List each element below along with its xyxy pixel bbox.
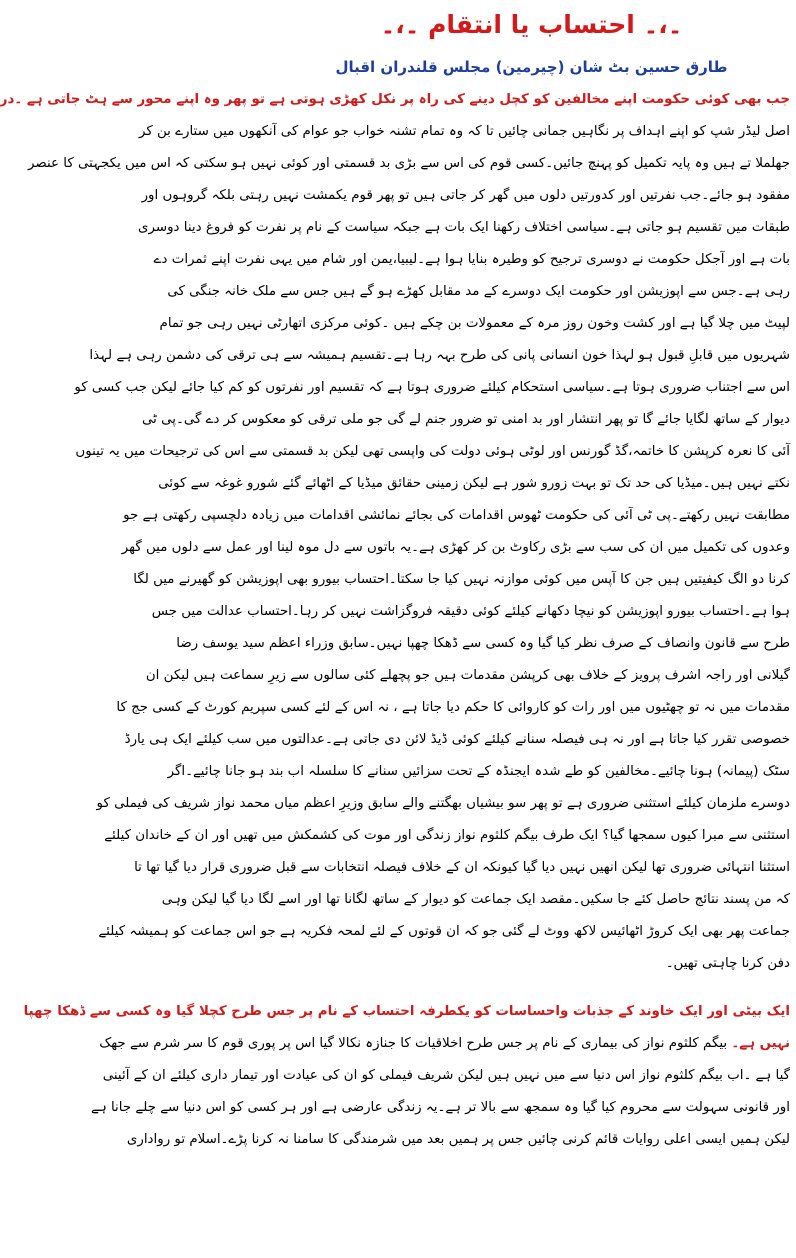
text-line: دوسرے ملزمان کیلئے استثنی ضروری ہے تو پھر سو بیشیاں بھگتنے والے سابق وزیرِ اعظم میاں محمد نواز شریف کی فیملی کو xyxy=(96,796,790,811)
text-line: رہی ہے۔جس سے اپوزیشن اور حکومت ایک دوسرے کے مد مقابل کھڑے ہو گے ہیں جس سے ملک خانہ جنگی کی xyxy=(167,284,790,299)
paragraph-2-lead-red-text: نہیں ہے۔ xyxy=(731,1036,790,1051)
text-line: وعدوں کی تکمیل میں ان کی سب سے بڑی رکاوٹ بن کر کھڑی ہے۔یہ باتوں سے دل موہ لینا اور عمل سے دلوں میں گھر xyxy=(121,540,790,555)
text-line: گیا ہے ۔اب بیگم کلثوم نواز اس دنیا سے میں نہیں ہیں لیکن شریف فیملی کو ان کی عیادت اور تیمار داری کیلئے ان کے آئینی xyxy=(102,1068,790,1083)
paragraph-1 xyxy=(0,84,790,948)
text-line: کرنا دو الگ کیفیتیں ہیں جن کا آپس میں کوئی موازنہ نہیں کیا جا سکتا۔احتساب بیورو بھی اپوزیشن کو گھیرنے میں لگا xyxy=(133,572,790,587)
text-line: استثنا انتہائی ضروری تھا لیکن انھیں نہیں دیا گیا کیونکہ ان کے خلاف فیصلہ انتخابات سے قبل ضروری قرار دیا گیا تھا تا xyxy=(134,860,790,875)
paragraph-2 xyxy=(23,996,790,1156)
text-line: طبقات میں تقسیم ہو جاتی ہے۔سیاسی اختلاف رکھنا ایک بات ہے جبکہ سیاست کے نام پر نفرت کو فروغ دینا دوسری xyxy=(137,220,790,235)
text-line: مطابقت نہیں رکھتے۔پی ٹی آئی کی حکومت ٹھوس اقدامات کی بجائے نمائشی اقدامات میں زیادہ دلچسپی رکھتی ہے جو xyxy=(123,508,790,523)
paragraph-2-lead-rest-text: بیگم کلثوم نواز کی بیماری کے نام پر جس طرح اخلاقیات کا جنازہ نکالا گیا اس پر پوری قوم کا سر شرم سے جھک xyxy=(99,1036,728,1051)
text-line: بات ہے اور آجکل حکومت نے دوسری ترجیح کو وطیرہ بنایا ہوا ہے۔لیبیا،یمن اور شام میں یہی نفرت اپنے ثمرات دے xyxy=(153,252,790,267)
text-line: دیوار کے ساتھ لگایا جائے گا تو پھر انتشار اور بد امنی تو ضرور جنم لے گی جو ملی ترقی کو معکوس کر دے گی۔پی ٹی xyxy=(141,412,790,427)
text-line: شہریوں میں قابلِ قبول ہو لہذا خون انسانی پانی کی طرح بہہ رہا ہے۔تقسیم ہمیشہ سے ہی ترقی کی دشمن رہی ہے لہذا xyxy=(89,348,790,363)
text-line: آئی کا نعرہ کرپشن کا خاتمہ،گڈ گورنس اور لوٹی ہوئی دولت کی واپسی تھی لیکن بد قسمتی سے اس کی ترجیحات میں یہ تینوں xyxy=(75,444,790,459)
paragraph-1-lead: جب بھی کوئی حکومت اپنے مخالفین کو کچل دینے کی راہ پر نکل کھڑی ہوتی ہے تو پھر وہ اپنے محور سے ہٹ جاتی ہے ۔در xyxy=(0,92,790,107)
text-line: مفقود ہو جائے۔جب نفرتیں اور کدورتیں دلوں میں گھر کر جاتی ہیں تو پھر قوم یکمشت نہیں رہتی بلکہ گروہوں اور xyxy=(141,188,790,203)
text-line: اور قانونی سہولت سے محروم کیا گیا وہ سمجھ سے بالا تر ہے۔یہ زندگی عارضی ہے اور ہر کسی کو اس دنیا سے چلے جانا ہے xyxy=(91,1100,790,1115)
text-line: جماعت پھر بھی ایک کروڑ اٹھائیس لاکھ ووٹ لے گئی جو کہ ان قوتوں کے لئے لمحہ فکریہ ہے جو اس جماعت کو ہمیشہ کیلئے xyxy=(98,924,790,939)
text-line: لپیٹ میں چلا گیا ہے اور کشت وخون روز مرہ کے معمولات بن چکے ہیں ۔کوئی مرکزی اتھارٹی نہیں رہی جو تمام xyxy=(159,316,790,331)
text-line: مقدمات میں نہ تو چھٹیوں میں اور رات کو کاروائی کا حکم دیا جاتا ہے ، نہ اس کے لئے کسی سپریم کورٹ کے کسی جج کا xyxy=(116,700,790,715)
text-line: لیکن ہمیں ایسی اعلی روایات قائم کرنی چائیں جس پر ہمیں بعد میں شرمندگی کا سامنا نہ کرنا پڑے۔اسلام تو رواداری xyxy=(126,1132,790,1147)
text-line: نکتے نہیں ہیں۔میڈیا کی حد تک تو بہت زورو شور ہے لیکن زمینی حقائق میڈیا کے اٹھائے گئے شورو غوغہ سے کوئی xyxy=(158,476,790,491)
paragraph-1-end xyxy=(273,948,790,980)
text-line: کہ من پسند نتائج حاصل کئے جا سکیں۔مقصد ایک جماعت کو دیوار کے ساتھ لگانا تھا اور اسے لگا دیا گیا لیکن وہی xyxy=(161,892,790,907)
paragraph-gap xyxy=(273,980,790,996)
text-line: جھلملا تے ہیں وہ پایہ تکمیل کو پہنچ جائیں۔کسی قوم کی اس سے بڑی بد قسمتی اور کوئی نہیں ہو سکتی کہ اس میں یکجہتی کا عنصر xyxy=(27,156,790,171)
article-title: ۔،۔ احتساب یا انتقام ۔،۔ xyxy=(380,10,683,39)
paragraph-2-lead-line-2 xyxy=(99,1028,790,1060)
text-line: استثنی سے مبرا کیوں سمجھا گیا؟ ایک طرف بیگم کلثوم نواز زندگی اور موت کی کشمکش میں تھیں اور ان کے خاندان کیلئے xyxy=(104,828,790,843)
text-line: اصل لیڈر شپ کو اپنے اہداف پر نگاہیں جمانی چائیں تا کہ وہ تمام تشنہ خواب جو عوام کی آنکھوں میں ستارے بن کر xyxy=(138,124,790,139)
paragraph-1-closing: دفن کرنا چاہتی تھیں۔ xyxy=(665,956,790,971)
text-line: اس سے اجتناب ضروری ہوتا ہے۔سیاسی استحکام کیلئے ضروری ہوتا ہے کہ تقسیم اور نفرتوں کو کم کیا جائے لیکن جب کسی کو xyxy=(74,380,790,395)
text-line: خصوصی تقرر کیا جاتا ہے اور نہ ہی فیصلہ سنانے کیلئے کوئی ڈیڈ لائن دی جاتی ہے۔عدالتوں میں سب کیلئے ایک ہی یارڈ xyxy=(124,732,790,747)
text-line: ہوا ہے۔احتساب بیورو اپوزیشن کو نیچا دکھانے کیلئے کوئی دقیقہ فروگزاشت نہیں کر رہا۔احتساب عدالت میں جس xyxy=(151,604,790,619)
text-line: سٹک (پیمانہ) ہونا چائیے۔مخالفین کو طے شدہ ایجنڈہ کے تحت سزائیں سنانے کا سلسلہ اب بند ہو جانا چائیے۔اگر xyxy=(167,764,790,779)
text-line: طرح سے قانون وانصاف کے صرف نظر کیا گیا وہ کسی سے ڈھکا چھپا نہیں۔سابق وزراء اعظم سید یوسف رضا xyxy=(176,636,790,651)
article-byline: طارق حسین بٹ شان (چیرمین) مجلس قلندران اقبال xyxy=(335,58,728,76)
paragraph-2-lead-line-1: ایک بیٹی اور ایک خاوند کے جذبات واحساسات کو یکطرفہ احتساب کے نام پر جس طرح کچلا گیا وہ کسی سے ڈھکا چھپا xyxy=(23,1004,790,1019)
text-line: گیلانی اور راجہ اشرف پرویز کے خلاف بھی کرپشن مقدمات ہیں جو پچھلے کئی سالوں سے زیرِ سماعت ہیں لیکن ان xyxy=(145,668,790,683)
